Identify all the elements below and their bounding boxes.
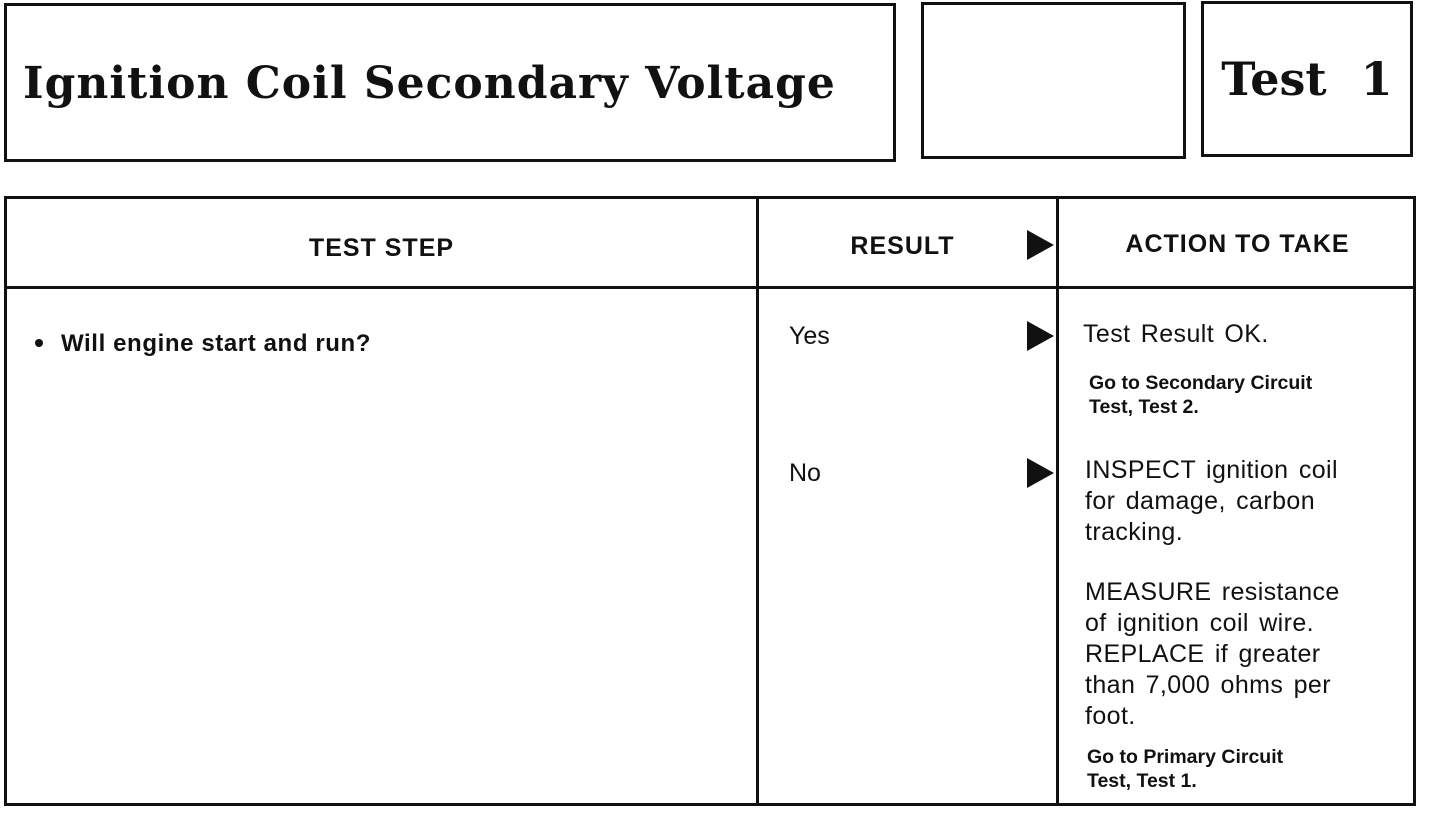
- no-action-line: for damage, carbon: [1085, 487, 1315, 515]
- column-header-result: RESULT: [850, 232, 955, 260]
- arrow-right-icon: [1027, 321, 1054, 351]
- blank-box: [921, 2, 1186, 159]
- yes-goto-note-line: Test, Test 2.: [1089, 396, 1199, 418]
- arrow-right-icon: [1027, 230, 1054, 260]
- arrow-right-icon: [1027, 458, 1054, 488]
- test-number: Test 1: [1221, 52, 1393, 106]
- column-divider-action: [1056, 199, 1059, 803]
- result-no-label: No: [789, 459, 821, 487]
- no-action-line: MEASURE resistance: [1085, 578, 1340, 606]
- yes-goto-note-line: Go to Secondary Circuit: [1089, 372, 1313, 394]
- yes-action-text: Test Result OK.: [1083, 320, 1269, 348]
- bullet-icon: [35, 339, 43, 347]
- test-step-item: [35, 330, 371, 358]
- test-step-question: Will engine start and run?: [61, 330, 372, 357]
- page-title: Ignition Coil Secondary Voltage: [23, 58, 836, 109]
- column-divider-result: [756, 199, 759, 803]
- no-action-line: than 7,000 ohms per: [1085, 671, 1331, 699]
- title-box: [4, 3, 896, 162]
- no-action-line: REPLACE if greater: [1085, 640, 1321, 668]
- column-header-action: ACTION TO TAKE: [1125, 230, 1350, 258]
- result-yes-label: Yes: [789, 322, 830, 350]
- no-goto-note-line: Go to Primary Circuit: [1087, 746, 1284, 768]
- no-action-line: INSPECT ignition coil: [1085, 456, 1338, 484]
- no-action-line: of ignition coil wire.: [1085, 609, 1315, 637]
- column-header-test-step: TEST STEP: [308, 234, 455, 262]
- no-action-line: foot.: [1085, 702, 1136, 730]
- procedure-table: [4, 196, 1416, 806]
- test-number-box: [1201, 1, 1413, 157]
- header-divider: [7, 286, 1413, 289]
- no-action-line: tracking.: [1085, 518, 1184, 546]
- no-goto-note-line: Test, Test 1.: [1087, 770, 1197, 792]
